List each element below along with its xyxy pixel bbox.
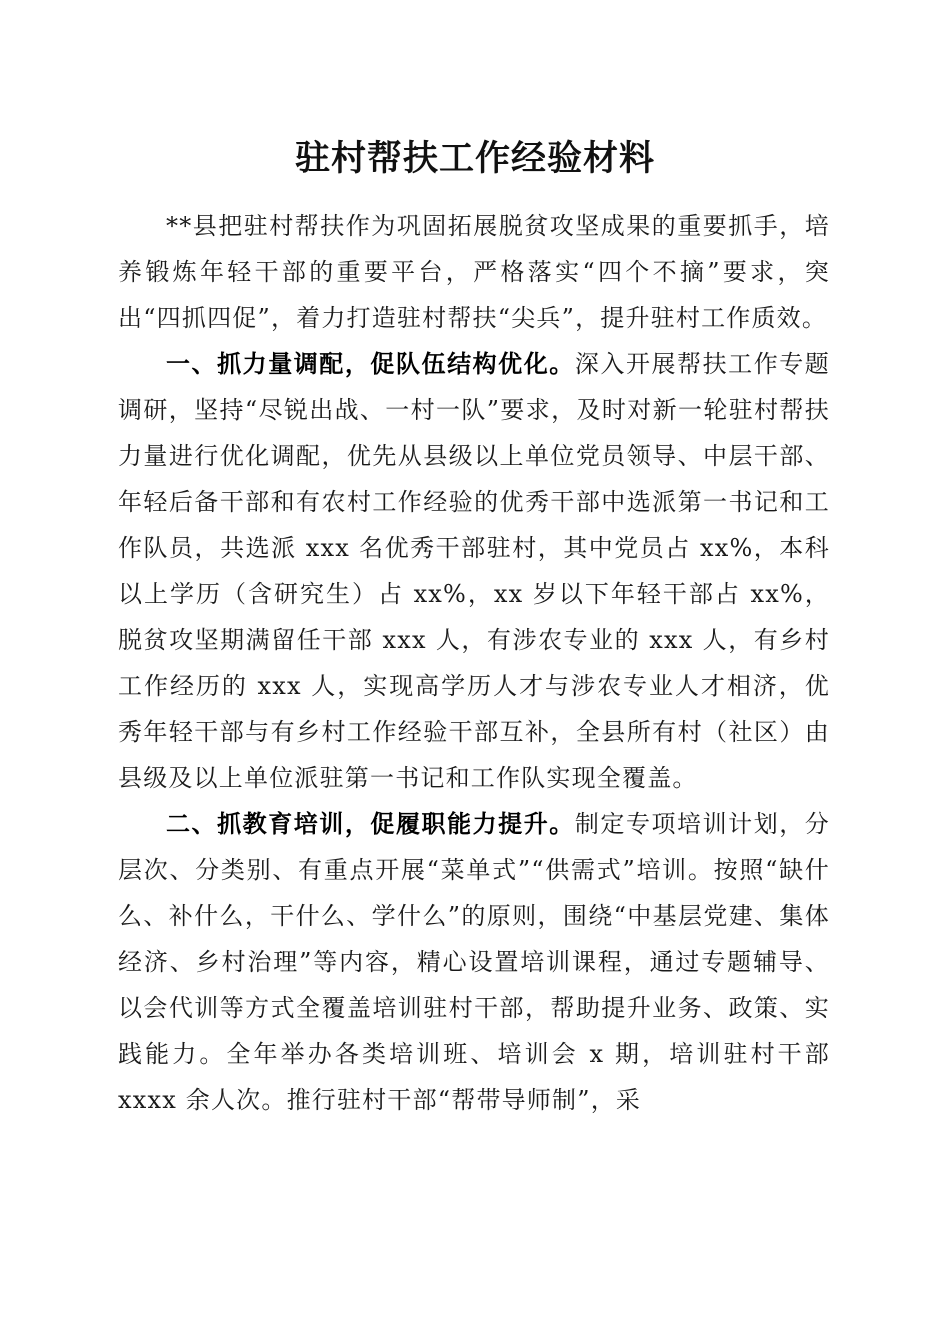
section-heading-2: 二、抓教育培训，促履职能力提升。 [166,809,575,838]
document-body [118,203,830,1123]
section-paragraph-2 [118,801,830,1123]
section-paragraph-1 [118,341,830,801]
section-text-2: 制定专项培训计划，分层次、分类别、有重点开展“菜单式”“供需式”培训。按照“缺什么、补什么，干什么、学什么”的原则，围绕“中基层党建、集体经济、乡村治理”等内容，精心设置培训课程，通过专题辅导、以会代训等方式全覆盖培训驻村干部，帮助提升业务、政策、实践能力。全年举办各类培训班、培训会 x 期，培训驻村干部 xxxx 余人次。推行驻村干部“帮带导师制”，采 [118,810,831,1114]
section-text-1: 深入开展帮扶工作专题调研，坚持“尽锐出战、一村一队”要求，及时对新一轮驻村帮扶力量进行优化调配，优先从县级以上单位党员领导、中层干部、年轻后备干部和有农村工作经验的优秀干部中选派第一书记和工作队员，共选派 xxx 名优秀干部驻村，其中党员占 xx%，本科以上学历（含研究生）占 xx%，xx 岁以下年轻干部占 xx%，脱贫攻坚期满留任干部 xxx 人，有涉农专业的 xxx 人，有乡村工作经历的 xxx 人，实现高学历人才与涉农专业人才相济，优秀年轻干部与有乡村工作经验干部互补，全县所有村（社区）由县级及以上单位派驻第一书记和工作队实现全覆盖。 [118,350,831,792]
intro-paragraph: **县把驻村帮扶作为巩固拓展脱贫攻坚成果的重要抓手，培养锻炼年轻干部的重要平台，严格落实“四个不摘”要求，突出“四抓四促”，着力打造驻村帮扶“尖兵”，提升驻村工作质效。 [118,212,830,332]
document-title: 驻村帮扶工作经验材料 [294,138,655,179]
section-heading-1: 一、抓力量调配，促队伍结构优化。 [166,349,575,378]
